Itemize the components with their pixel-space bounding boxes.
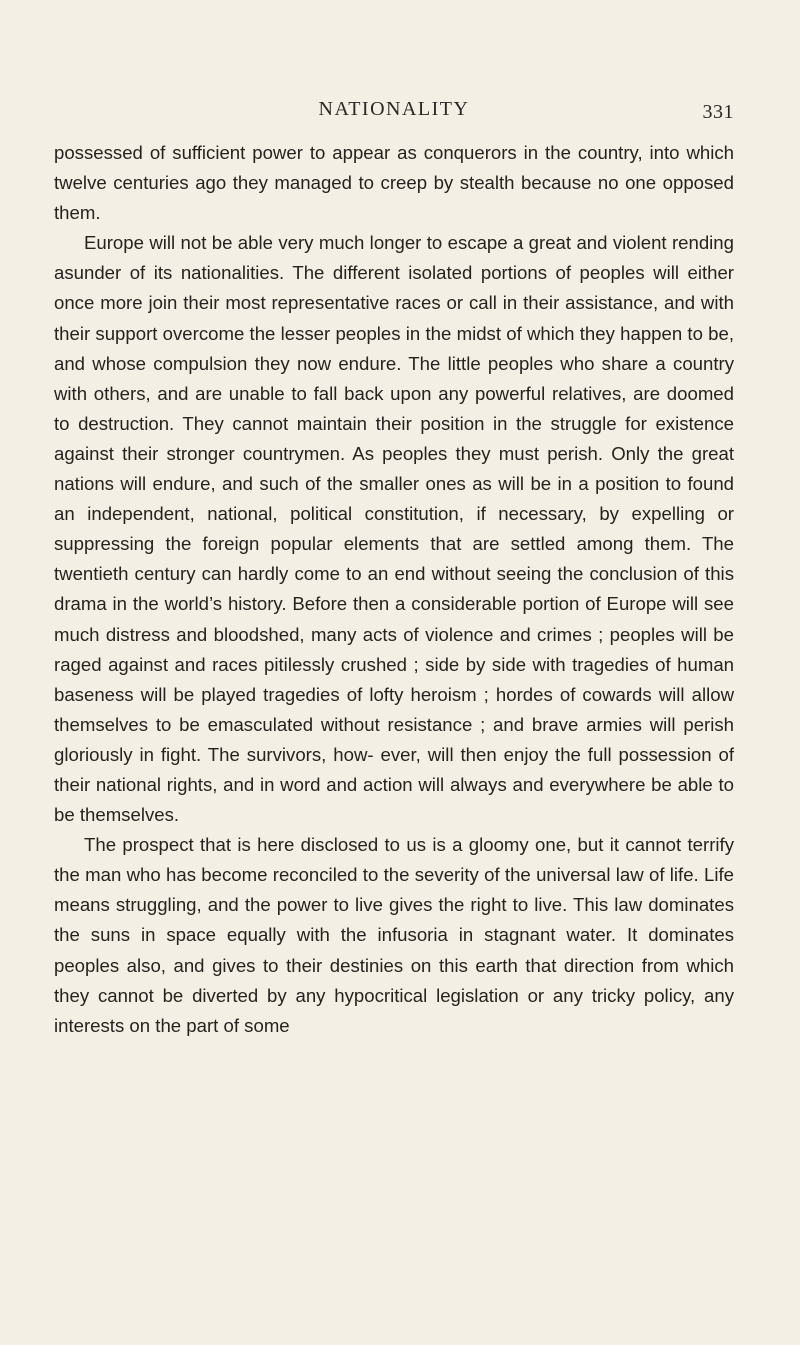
- paragraph-europe-nationalities: Europe will not be able very much longer to escape a great and violent rending asunder of its nationalities. The different isolated portions of peoples will either once more join their most representative races or call in their assistance, and with their support overcome the lesser peoples in the midst of which they happen to be, and whose compulsion they now endure. The little peoples who share a country with others, and are unable to fall back upon any powerful relatives, are doomed to destruction. They cannot maintain their position in the struggle for existence against their stronger countrymen. As peoples they must perish. Only the great nations will endure, and such of the smaller ones as will be in a position to found an independent, national, political constitution, if necessary, by expelling or suppressing the foreign popular elements that are settled among them. The twentieth century can hardly come to an end without seeing the conclusion of this drama in the world’s history. Before then a considerable portion of Europe will see much distress and bloodshed, many acts of violence and crimes ; peoples will be raged against and races pitilessly crushed ; side by side with tragedies of human baseness will be played tragedies of lofty heroism ; hordes of cowards will allow themselves to be emasculated without resistance ; and brave armies will perish gloriously in fight. The survivors, how- ever, will then enjoy the full possession of their national rights, and in word and action will always and everywhere be able to be themselves.: [54, 232, 734, 826]
- page-number: 331: [702, 101, 734, 123]
- paragraph-continued: possessed of sufficient power to appear as conquerors in the country, into which twelve centuries ago they managed to creep by stealth because no one opposed them.: [54, 142, 734, 224]
- body-text: [54, 138, 734, 1041]
- paragraph-gloomy-prospect: The prospect that is here disclosed to us is a gloomy one, but it cannot terrify the man who has become reconciled to the severity of the universal law of life. Life means struggling, and the power to live gives the right to live. This law dominates the suns in space equally with the infusoria in stagnant water. It dominates peoples also, and gives to their destinies on this earth that direction from which they cannot be diverted by any hypocritical legislation or any tricky policy, any interests on the part of some: [54, 834, 734, 1036]
- running-title: NATIONALITY: [318, 98, 470, 120]
- running-head: [54, 98, 734, 130]
